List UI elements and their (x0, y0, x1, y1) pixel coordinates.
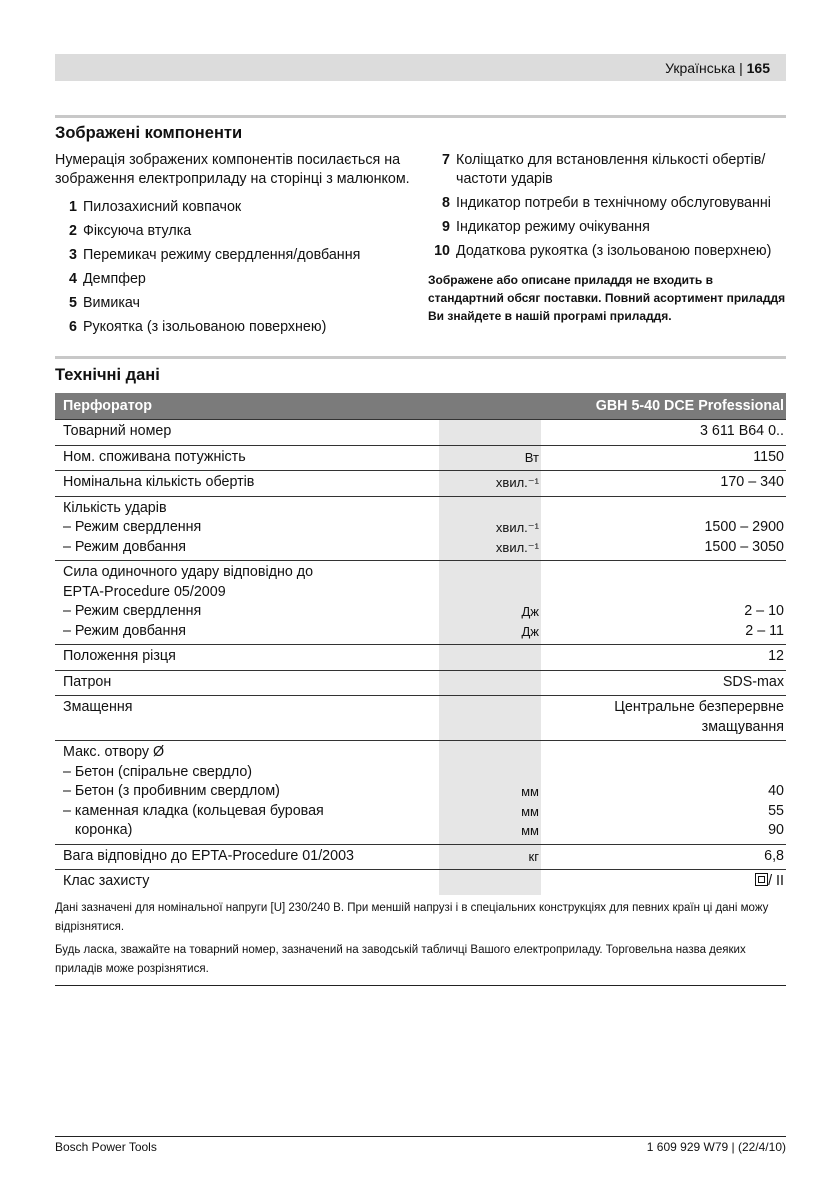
spec-label-cell (55, 420, 439, 446)
spec-value-cell (541, 445, 786, 471)
spec-label-cell (55, 870, 439, 895)
spec-value-text: 1150 (753, 448, 784, 465)
spec-label: Патрон (63, 673, 112, 690)
component-item (55, 198, 415, 217)
spec-label: Макс. отвору Ø (63, 744, 165, 760)
component-item (428, 194, 786, 213)
spec-label: Клас захисту (63, 873, 150, 889)
spec-label: – Бетон (з пробивним свердлом) (63, 783, 280, 799)
spec-label: – Режим довбання (63, 622, 187, 639)
spec-value-text: 1500 – 2900 (704, 519, 784, 535)
spec-value (549, 518, 784, 538)
table-row (55, 870, 786, 895)
component-number: 9 (442, 219, 450, 235)
table-row (55, 445, 786, 471)
spec-value (549, 743, 784, 763)
spec-unit: Вт (524, 449, 539, 465)
spec-unit-cell (439, 420, 541, 446)
spec-value-text: SDS-max (722, 673, 784, 690)
spec-unit (447, 718, 539, 738)
spec-unit (447, 563, 539, 583)
spec-value (549, 422, 784, 442)
spec-label-cell (55, 496, 439, 561)
table-header-product: Перфоратор (55, 393, 541, 420)
table-row (55, 561, 786, 645)
footer-publisher: Bosch Power Tools (55, 1140, 157, 1154)
spec-value-text: 2 – 11 (745, 622, 784, 639)
spec-value-text: Центральне безперервне (614, 699, 784, 715)
spec-unit: Дж (521, 604, 539, 619)
spec-label: Ном. споживана потужність (63, 448, 246, 465)
component-item (55, 270, 415, 289)
spec-label-cell (55, 445, 439, 471)
spec-unit (447, 698, 539, 718)
table-row (55, 645, 786, 671)
spec-unit (447, 499, 539, 519)
spec-label-cell (55, 741, 439, 845)
spec-label: Сила одиночного удару відповідно до (63, 564, 314, 580)
spec-value (549, 821, 784, 841)
spec-value-cell (541, 471, 786, 497)
header-separator: | (735, 60, 747, 76)
spec-unit: хвил.⁻¹ (495, 539, 539, 555)
footer-rule (55, 1136, 786, 1137)
spec-unit-cell (439, 670, 541, 696)
components-list-left (55, 198, 415, 337)
spec-unit (447, 422, 539, 442)
component-label: Індикатор режиму очікування (456, 219, 650, 235)
spec-unit (447, 743, 539, 763)
components-title: Зображені компоненти (55, 124, 243, 142)
spec-label: EPTA-Procedure 05/2009 (63, 583, 226, 600)
spec-unit: хвил.⁻¹ (495, 520, 539, 535)
section-rule (55, 115, 786, 118)
section-end-rule (55, 985, 786, 986)
component-number: 5 (69, 295, 77, 311)
component-item (428, 218, 786, 237)
table-row (55, 741, 786, 845)
tech-title: Технічні дані (55, 366, 160, 384)
spec-unit: мм (521, 784, 539, 799)
component-number: 2 (69, 223, 77, 239)
spec-value-text: 40 (768, 783, 784, 799)
spec-value (549, 698, 784, 718)
spec-value-cell (541, 645, 786, 671)
spec-value (549, 782, 784, 802)
spec-unit-cell (439, 496, 541, 561)
spec-value-cell (541, 496, 786, 561)
spec-value-text: 2 – 10 (744, 603, 784, 619)
table-row (55, 471, 786, 497)
spec-unit (447, 673, 539, 693)
spec-label-cell (55, 471, 439, 497)
table-row (55, 496, 786, 561)
component-label: Індикатор потреби в технічному обслуговуванні (456, 195, 771, 211)
spec-unit-cell (439, 844, 541, 870)
spec-value (549, 499, 784, 519)
spec-value (549, 763, 784, 783)
spec-value-cell (541, 870, 786, 895)
spec-label: Змащення (63, 699, 133, 715)
component-item (55, 222, 415, 241)
spec-unit: хвил.⁻¹ (495, 475, 539, 490)
footnote-article-number: Будь ласка, зважайте на товарний номер, зазначений на заводській табличці Вашого електроприладу. Торговельна назва деяких приладів може розрізнятися. (55, 943, 746, 975)
components-list-right (428, 151, 786, 261)
spec-unit-cell (439, 471, 541, 497)
spec-unit: мм (521, 803, 539, 819)
spec-value-text: 6,8 (764, 847, 784, 864)
component-number: 4 (69, 271, 77, 287)
components-section (55, 151, 786, 342)
component-number: 7 (442, 152, 450, 168)
page-header (55, 54, 786, 81)
spec-value-cell (541, 741, 786, 845)
spec-unit: мм (521, 823, 539, 838)
spec-value-cell (541, 420, 786, 446)
component-label: Демпфер (83, 271, 146, 287)
spec-label: Номінальна кількість обертів (63, 474, 255, 490)
table-header-model: GBH 5-40 DCE Professional (541, 393, 786, 420)
spec-label: – Бетон (спіральне свердло) (63, 763, 253, 780)
spec-value (549, 847, 784, 867)
spec-label (63, 718, 431, 738)
spec-unit (447, 647, 539, 667)
spec-value (549, 802, 784, 822)
spec-unit-cell (439, 870, 541, 895)
header-language: Українська (665, 60, 736, 76)
component-label: Фіксуюча втулка (83, 223, 192, 239)
spec-value-text: 55 (768, 802, 784, 819)
spec-value (549, 473, 784, 493)
spec-value (549, 563, 784, 583)
component-item (55, 294, 415, 313)
spec-unit: кг (528, 848, 539, 864)
table-row (55, 844, 786, 870)
page-body (55, 115, 786, 986)
component-label: Пилозахисний ковпачок (83, 199, 242, 215)
spec-label-cell (55, 844, 439, 870)
spec-value-text: / II (768, 873, 784, 889)
spec-value-text: 1500 – 3050 (704, 538, 784, 555)
component-number: 6 (69, 319, 77, 335)
spec-label-cell (55, 561, 439, 645)
spec-value-cell (541, 670, 786, 696)
component-number: 8 (442, 195, 450, 211)
component-number: 10 (434, 243, 450, 259)
spec-label: – Режим свердлення (63, 519, 202, 535)
spec-unit-cell (439, 561, 541, 645)
spec-value (549, 673, 784, 693)
spec-value (549, 602, 784, 622)
spec-label: Кількість ударів (63, 499, 167, 516)
spec-value (549, 448, 784, 468)
accessories-note: Зображене або описане приладдя не входить в стандартний обсяг поставки. Повний асортимент приладдя Ви знайдете в нашій програмі приладдя. (428, 273, 786, 323)
table-row (55, 420, 786, 446)
component-label: Додаткова рукоятка (з ізольованою поверхнею) (456, 243, 772, 259)
spec-value (549, 622, 784, 642)
table-header-row (55, 393, 786, 420)
spec-label: – каменная кладка (кольцевая буровая (63, 802, 324, 819)
spec-label-cell (55, 645, 439, 671)
spec-label: – Режим довбання (63, 538, 187, 555)
spec-value (549, 647, 784, 667)
footnote-voltage: Дані зазначені для номінальної напруги [U] 230/240 В. При меншій напрузі і в спеціальних конструкціях для певних країн ці дані можу відрізнятися. (55, 901, 769, 933)
table-row (55, 670, 786, 696)
footer-doc-number: 1 609 929 W79 | (22/4/10) (646, 1140, 786, 1154)
spec-value-text: 90 (768, 822, 784, 838)
spec-label: коронка) (63, 822, 133, 838)
spec-value-text: 170 – 340 (720, 474, 784, 490)
tech-data-table (55, 393, 786, 895)
protection-class-ii-icon (755, 873, 768, 886)
spec-value (549, 872, 784, 892)
spec-value (549, 718, 784, 738)
spec-value-text: 3 611 B64 0.. (700, 423, 784, 439)
spec-unit-cell (439, 741, 541, 845)
component-item (55, 318, 415, 337)
spec-label: – Режим свердлення (63, 603, 202, 619)
component-item (55, 246, 415, 265)
spec-label: Положення різця (63, 648, 176, 664)
component-label: Вимикач (83, 295, 140, 311)
spec-value-text: 12 (768, 648, 784, 664)
spec-unit-cell (439, 445, 541, 471)
spec-label-cell (55, 696, 439, 741)
spec-unit (447, 872, 539, 892)
spec-unit (447, 583, 539, 603)
page-number: 165 (746, 60, 770, 76)
spec-value-cell (541, 844, 786, 870)
component-item (428, 242, 786, 261)
component-number: 3 (69, 247, 77, 263)
spec-value-cell (541, 561, 786, 645)
spec-value-text: змащування (701, 718, 784, 735)
spec-label: Вага відповідно до EPTA-Procedure 01/2003 (63, 847, 354, 864)
components-right-column (428, 151, 786, 342)
spec-value (549, 538, 784, 558)
spec-unit: Дж (521, 623, 539, 639)
component-label: Перемикач режиму свердлення/довбання (83, 247, 361, 263)
spec-label: Товарний номер (63, 423, 172, 439)
component-label: Рукоятка (з ізольованою поверхнею) (83, 319, 327, 335)
spec-unit-cell (439, 645, 541, 671)
spec-label-cell (55, 670, 439, 696)
spec-unit (447, 763, 539, 783)
component-label: Коліщатко для встановлення кількості обертів/частоти ударів (456, 152, 766, 187)
section-rule (55, 356, 786, 359)
spec-value-cell (541, 696, 786, 741)
spec-value (549, 583, 784, 603)
spec-unit-cell (439, 696, 541, 741)
components-intro: Нумерація зображених компонентів посилається на зображення електроприладу на сторінці з малюнком. (55, 152, 410, 187)
component-item (428, 151, 786, 189)
component-number: 1 (69, 199, 77, 215)
table-row (55, 696, 786, 741)
components-left-column (55, 151, 415, 342)
